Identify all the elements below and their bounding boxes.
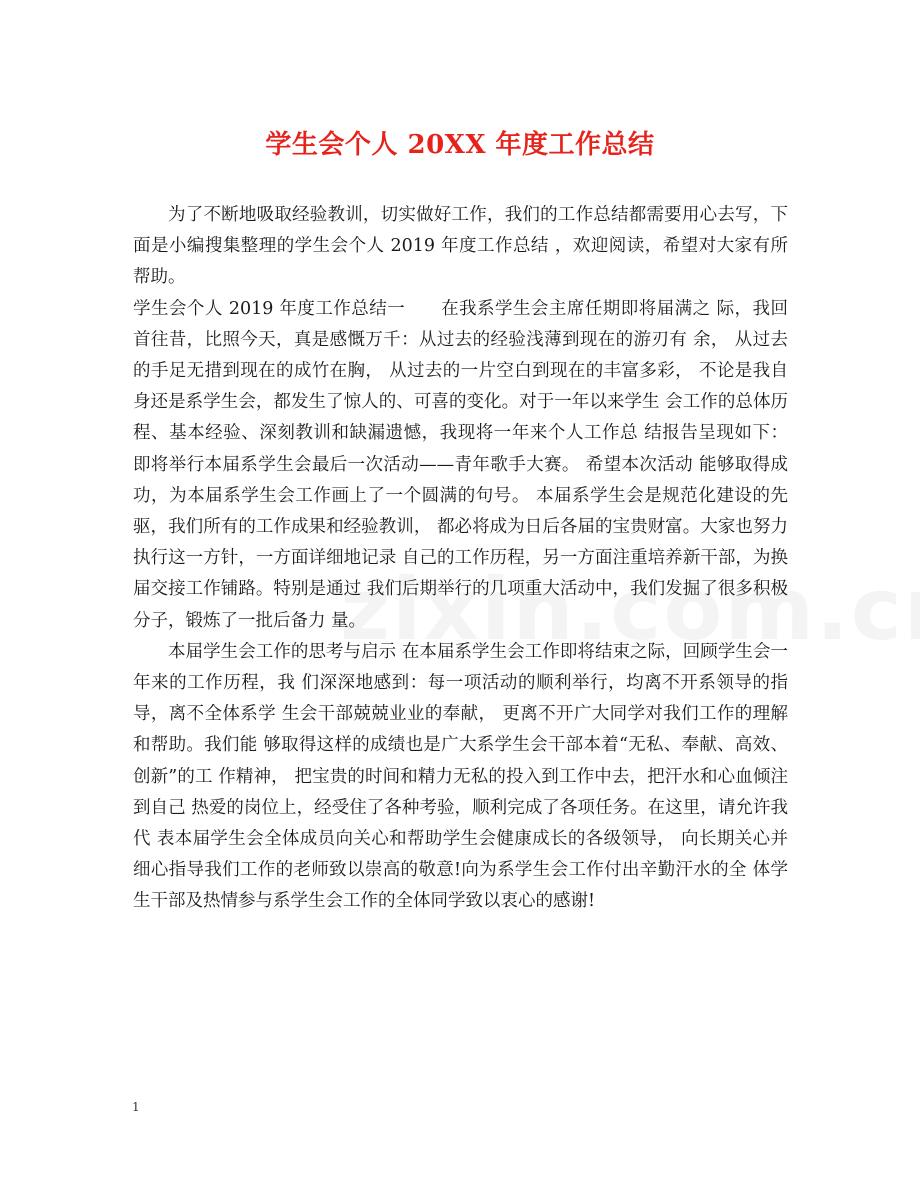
paragraph-summary-one: 学生会个人 2019 年度工作总结一 在我系学生会主席任期即将届满之 际，我回首往昔，比照今天，真是感慨万千：从过去的经验浅薄到现在的游刃有 余， 从过去的手足无措到现在的成竹在胸， 从过去的一片空白到现在的丰富多彩， 不论是我自身还是系学生会，都发生了惊人的、可喜的变化。对于一年以来学生 会工作的总体历程、基本经验、深刻教训和缺漏遗憾，我现将一年来个人工作总 结报告呈现如下： 即将举行本届系学生会最后一次活动——青年歌手大赛。 希望本次活动 能够取得成功，为本届系学生会工作画上了一个圆满的句号。 本届系学生会是规范化建设的先驱，我们所有的工作成果和经验教训， 都必将成为日后各届的宝贵财富。大家也努力执行这一方针，一方面详细地记录 自己的工作历程，另一方面注重培养新干部，为换届交接工作铺路。特别是通过 我们后期举行的几项重大活动中，我们发掘了很多积极分子，锻炼了一批后备力 量。 <box>133 298 788 631</box>
document-body <box>133 200 788 918</box>
document-title: 学生会个人 20XX 年度工作总结 <box>265 130 655 160</box>
page-number: 1 <box>132 1100 140 1114</box>
paragraph-intro: 为了不断地吸取经验教训，切实做好工作，我们的工作总结都需要用心去写，下面是小编搜集整理的学生会个人 2019 年度工作总结 ，欢迎阅读，希望对大家有所帮助。 <box>133 205 788 288</box>
paragraph-reflection: 本届学生会工作的思考与启示 在本届系学生会工作即将结束之际，回顾学生会一年来的工作历程，我 们深深地感到：每一项活动的顺利举行，均离不开系领导的指导，离不全体系学 生会干部兢兢业业的奉献， 更离不开广大同学对我们工作的理解和帮助。我们能 够取得这样的成绩也是广大系学生会干部本着“无私、奉献、高效、创新”的工 作精神， 把宝贵的时间和精力无私的投入到工作中去，把汗水和心血倾注到自己 热爱的岗位上，经受住了各种考验，顺利完成了各项任务。在这里，请允许我代 表本届学生会全体成员向关心和帮助学生会健康成长的各级领导， 向长期关心并 细心指导我们工作的老师致以崇高的敬意!向为系学生会工作付出辛勤汗水的全 体学生干部及热情参与系学生会工作的全体同学致以衷心的感谢! <box>133 641 788 912</box>
